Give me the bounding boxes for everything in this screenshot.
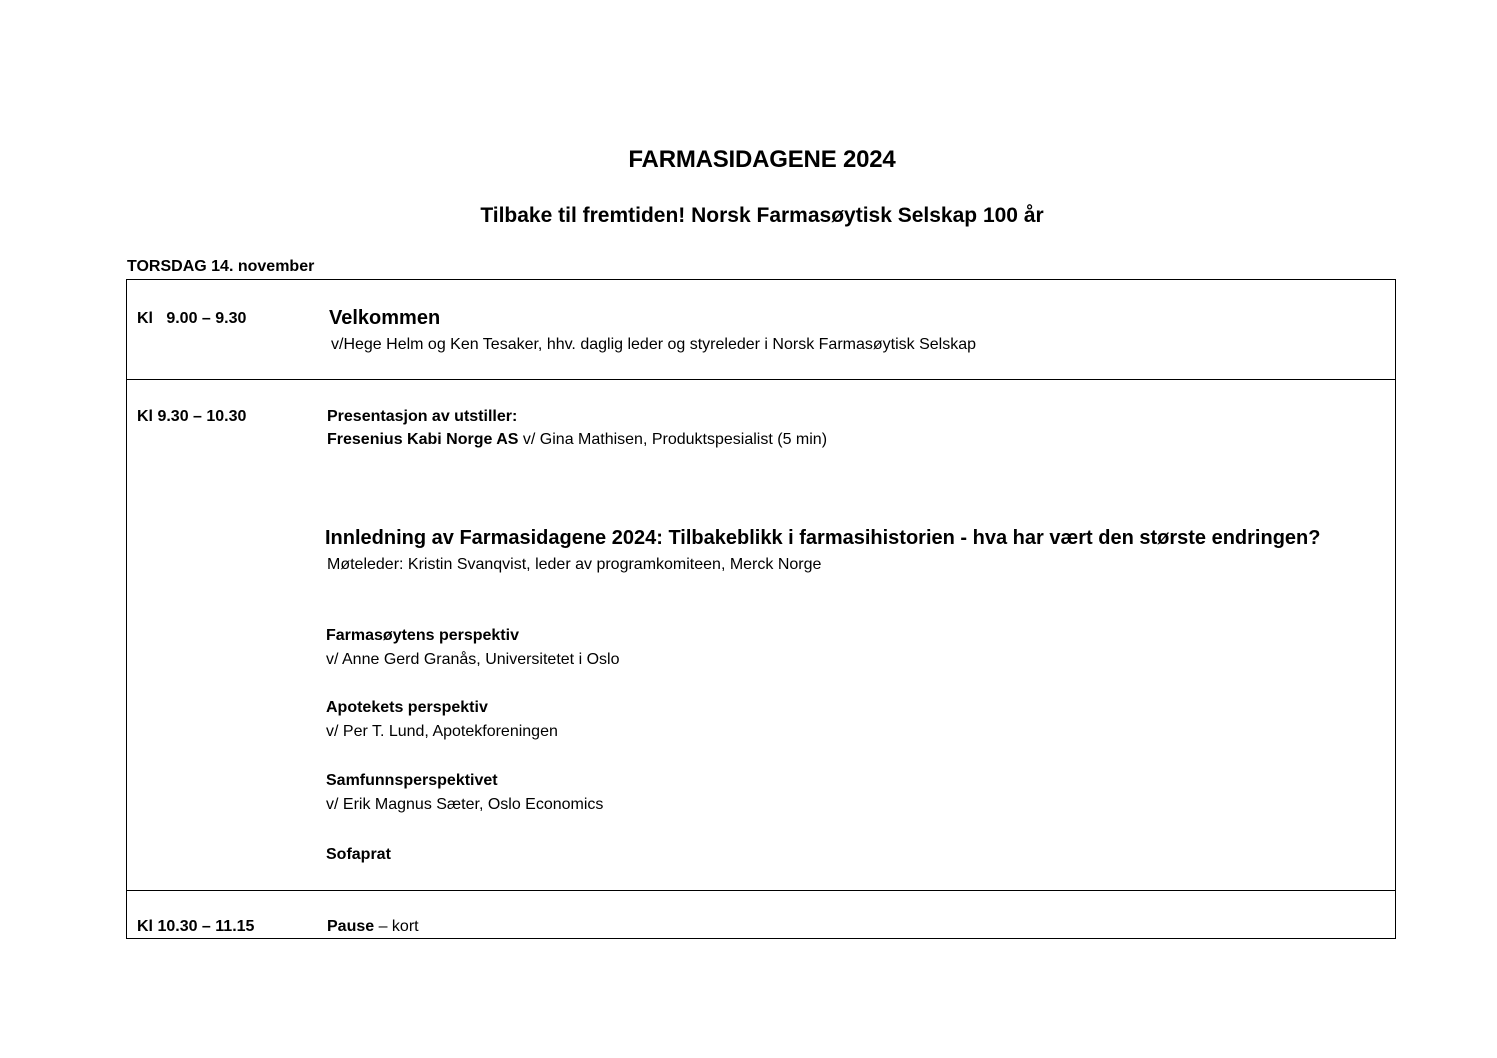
page-subtitle: Tilbake til fremtiden! Norsk Farmasøytisk Selskap 100 år (480, 204, 1044, 227)
program-table (126, 279, 1396, 939)
pause-title: Pause (327, 918, 375, 935)
intro-title: Innledning av Farmasidagene 2024: Tilbakeblikk i farmasihistorien - hva har vært den største endringen? (325, 527, 1321, 549)
session-time: Kl 10.30 – 11.15 (137, 918, 255, 935)
exhibitor-heading: Presentasjon av utstiller: (327, 408, 518, 425)
talk-title: Apotekets perspektiv (326, 699, 488, 716)
talk-title: Farmasøytens perspektiv (326, 627, 519, 644)
exhibitor-detail: v/ Gina Mathisen, Produktspesialist (5 min) (518, 431, 828, 448)
session-detail: v/Hege Helm og Ken Tesaker, hhv. daglig leder og styreleder i Norsk Farmasøytisk Selskap (331, 336, 977, 353)
talk-speaker: v/ Per T. Lund, Apotekforeningen (326, 723, 558, 740)
intro-detail: Møteleder: Kristin Svanqvist, leder av programkomiteen, Merck Norge (327, 556, 822, 573)
row-divider (127, 890, 1395, 891)
row-divider (127, 379, 1395, 380)
talk-speaker: v/ Anne Gerd Granås, Universitetet i Oslo (326, 651, 620, 668)
exhibitor-line (327, 431, 827, 449)
pause-detail: – kort (374, 918, 419, 935)
day-heading: TORSDAG 14. november (127, 258, 315, 275)
pause-line (327, 918, 419, 936)
page-title: FARMASIDAGENE 2024 (628, 146, 896, 173)
closing-item: Sofaprat (326, 846, 391, 863)
session-title: Velkommen (329, 307, 441, 329)
talk-speaker: v/ Erik Magnus Sæter, Oslo Economics (326, 796, 604, 813)
session-time: Kl 9.30 – 10.30 (137, 408, 247, 425)
session-time: Kl 9.00 – 9.30 (137, 310, 247, 327)
talk-title: Samfunnsperspektivet (326, 772, 498, 789)
exhibitor-name: Fresenius Kabi Norge AS (327, 431, 519, 448)
